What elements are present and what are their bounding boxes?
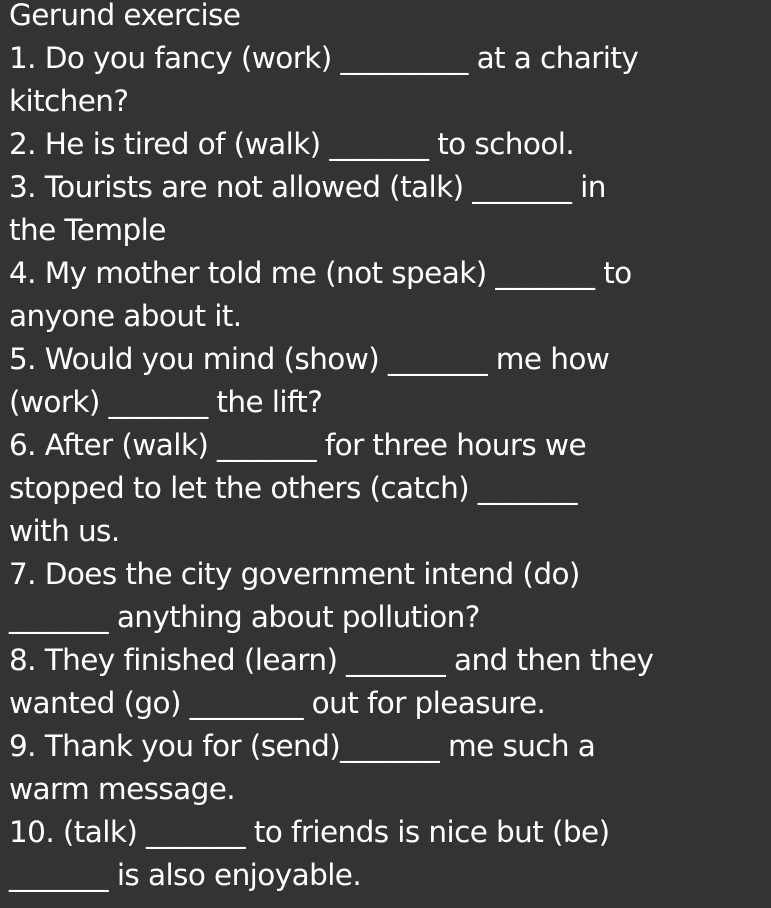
exercise-line: 3. Tourists are not allowed (talk) _______ in [9,170,606,204]
exercise-line: 2. He is tired of (walk) _______ to school. [9,127,575,161]
exercise-line: _______ is also enjoyable. [9,858,362,892]
exercise-line: stopped to let the others (catch) _______ [9,471,577,505]
exercise-line: 8. They finished (learn) _______ and then they [9,643,654,677]
exercise-document [9,0,764,897]
exercise-line: _______ anything about pollution? [9,600,480,634]
exercise-line: (work) _______ the lift? [9,385,323,419]
exercise-line: 7. Does the city government intend (do) [9,557,580,591]
exercise-line: kitchen? [9,84,129,118]
exercise-line: 5. Would you mind (show) _______ me how [9,342,610,376]
exercise-line: with us. [9,514,120,548]
exercise-line: 1. Do you fancy (work) _________ at a charity [9,41,639,75]
exercise-line: warm message. [9,772,236,806]
exercise-line: the Temple [9,213,166,247]
exercise-line: 4. My mother told me (not speak) _______ to [9,256,632,290]
exercise-line: 9. Thank you for (send)_______ me such a [9,729,596,763]
exercise-line: wanted (go) ________ out for pleasure. [9,686,546,720]
document-title: Gerund exercise [9,0,241,32]
exercise-line: 6. After (walk) _______ for three hours we [9,428,587,462]
exercise-line: 10. (talk) _______ to friends is nice but (be) [9,815,610,849]
exercise-line: anyone about it. [9,299,242,333]
